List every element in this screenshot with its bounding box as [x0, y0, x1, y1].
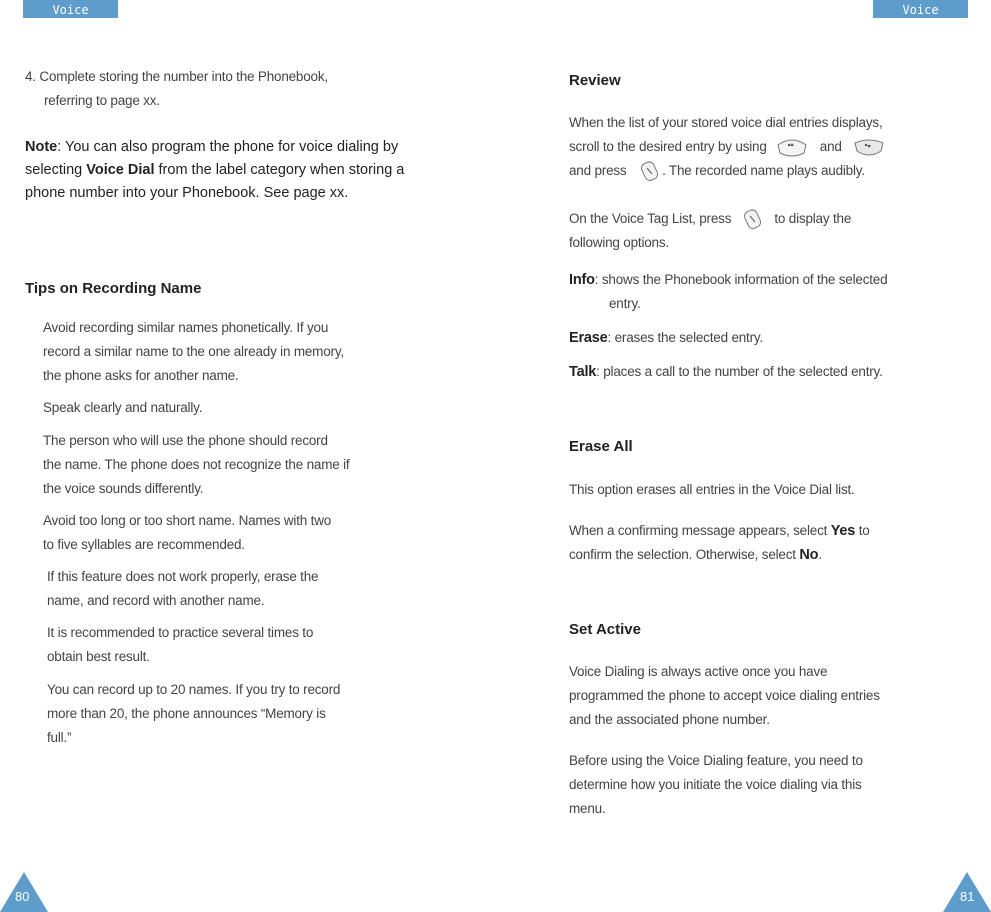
tip-2: [43, 396, 433, 420]
review-p1-line-3a: and press: [569, 163, 627, 178]
review-p2-line-2: following options.: [569, 235, 669, 251]
option-info: [569, 268, 979, 316]
tip-7: [47, 678, 437, 750]
option-talk-label: Talk: [569, 364, 597, 380]
option-erase-text: : erases the selected entry.: [607, 330, 763, 345]
menu-key-icon: [741, 207, 765, 231]
tip-6-line-2: obtain best result.: [47, 649, 150, 664]
option-info-text-2: entry.: [609, 296, 641, 311]
review-p1-line-3b: . The recorded name plays audibly.: [662, 163, 865, 178]
set-active-p1-line-3: and the associated phone number.: [569, 712, 770, 727]
review-p2-line-1b: to display the: [774, 211, 852, 226]
review-p2-line-1a: On the Voice Tag List, press: [569, 211, 732, 226]
note-text-1: : You can also program the phone for voice dialing by selecting: [25, 139, 399, 178]
set-active-paragraph-1: [569, 660, 979, 732]
tip-5-line-1: If this feature does not work properly, erase the: [47, 569, 319, 584]
tip-1-line-2: record a similar name to the one already in memory,: [43, 344, 344, 359]
page-number-left: 80: [15, 889, 30, 904]
tip-1-line-3: the phone asks for another name.: [43, 368, 239, 383]
tip-3: [43, 429, 433, 501]
tip-7-line-1: You can record up to 20 names. If you try to record: [47, 682, 341, 697]
set-active-p1-line-1: Voice Dialing is always active once you have: [569, 664, 828, 679]
erase-all-paragraph-1: This option erases all entries in the Voice Dial list.: [569, 482, 855, 497]
set-active-p2-line-1: Before using the Voice Dialing feature, you need to: [569, 753, 863, 768]
scroll-up-key-icon: [776, 137, 808, 157]
erase-all-paragraph-2: [569, 519, 979, 567]
erase-all-p2-1a: When a confirming message appears, select: [569, 523, 831, 538]
tip-4-line-1: Avoid too long or too short name. Names with two: [43, 513, 332, 528]
step-number: 4.: [25, 69, 36, 84]
review-title: Review: [569, 72, 621, 89]
erase-all-p2-2b: .: [818, 547, 822, 562]
option-talk-text: : places a call to the number of the selected entry.: [596, 364, 883, 379]
tip-4-line-2: to five syllables are recommended.: [43, 537, 245, 552]
step-line-2: referring to page xx.: [44, 93, 160, 108]
set-active-title: Set Active: [569, 621, 641, 638]
tip-7-line-3: full.”: [47, 730, 72, 745]
tip-3-line-3: the voice sounds differently.: [43, 481, 204, 496]
set-active-p2-line-2: determine how you initiate the voice dialing via this: [569, 777, 862, 792]
set-active-paragraph-2: [569, 749, 979, 821]
review-p1-line-2a: scroll to the desired entry by using: [569, 139, 767, 154]
option-info-label: Info: [569, 272, 595, 288]
tip-3-line-2: the name. The phone does not recognize the name if: [43, 457, 350, 472]
tip-1-line-1: Avoid recording similar names phonetically. If you: [43, 320, 329, 335]
set-active-p1-line-2: programmed the phone to accept voice dialing entries: [569, 688, 880, 703]
option-erase: [569, 326, 979, 350]
tip-1: [43, 316, 433, 388]
tips-title: Tips on Recording Name: [25, 280, 202, 297]
tip-2-line-1: Speak clearly and naturally.: [43, 400, 203, 415]
soft-key-icon: [638, 159, 662, 183]
no-label: No: [799, 547, 819, 563]
header-tab-left: Voice: [23, 0, 118, 18]
erase-all-p2-2a: confirm the selection. Otherwise, select: [569, 547, 800, 562]
option-erase-label: Erase: [569, 330, 608, 346]
step-line-1: Complete storing the number into the Phonebook,: [39, 69, 328, 84]
yes-label: Yes: [830, 523, 856, 539]
review-paragraph-2: [569, 207, 979, 255]
step-4: [25, 65, 445, 113]
note-paragraph: [25, 136, 430, 205]
tip-6: [47, 621, 437, 669]
option-talk: [569, 360, 979, 384]
option-info-text-1: : shows the Phonebook information of the selected: [594, 272, 888, 287]
note-label: Note: [25, 139, 58, 155]
tip-5: [47, 565, 437, 613]
scroll-down-key-icon: [853, 137, 885, 157]
note-text-2: from the label category when storing a phone number into your Phonebook. See page xx.: [25, 162, 405, 201]
tip-3-line-1: The person who will use the phone should record: [43, 433, 328, 448]
review-paragraph-1: [569, 111, 979, 183]
erase-all-p2-1b: to: [855, 523, 870, 538]
page-number-right: 81: [960, 889, 975, 904]
tip-5-line-2: name, and record with another name.: [47, 593, 265, 608]
header-tab-right: Voice: [873, 0, 968, 18]
note-bold: Voice Dial: [86, 162, 155, 178]
tip-6-line-1: It is recommended to practice several times to: [47, 625, 314, 640]
review-p1-line-2b: and: [819, 139, 842, 154]
tip-7-line-2: more than 20, the phone announces “Memory is: [47, 706, 326, 721]
set-active-p2-line-3: menu.: [569, 801, 606, 816]
tip-4: [43, 509, 433, 557]
review-p1-line-1: When the list of your stored voice dial entries displays,: [569, 115, 883, 130]
erase-all-title: Erase All: [569, 438, 633, 455]
